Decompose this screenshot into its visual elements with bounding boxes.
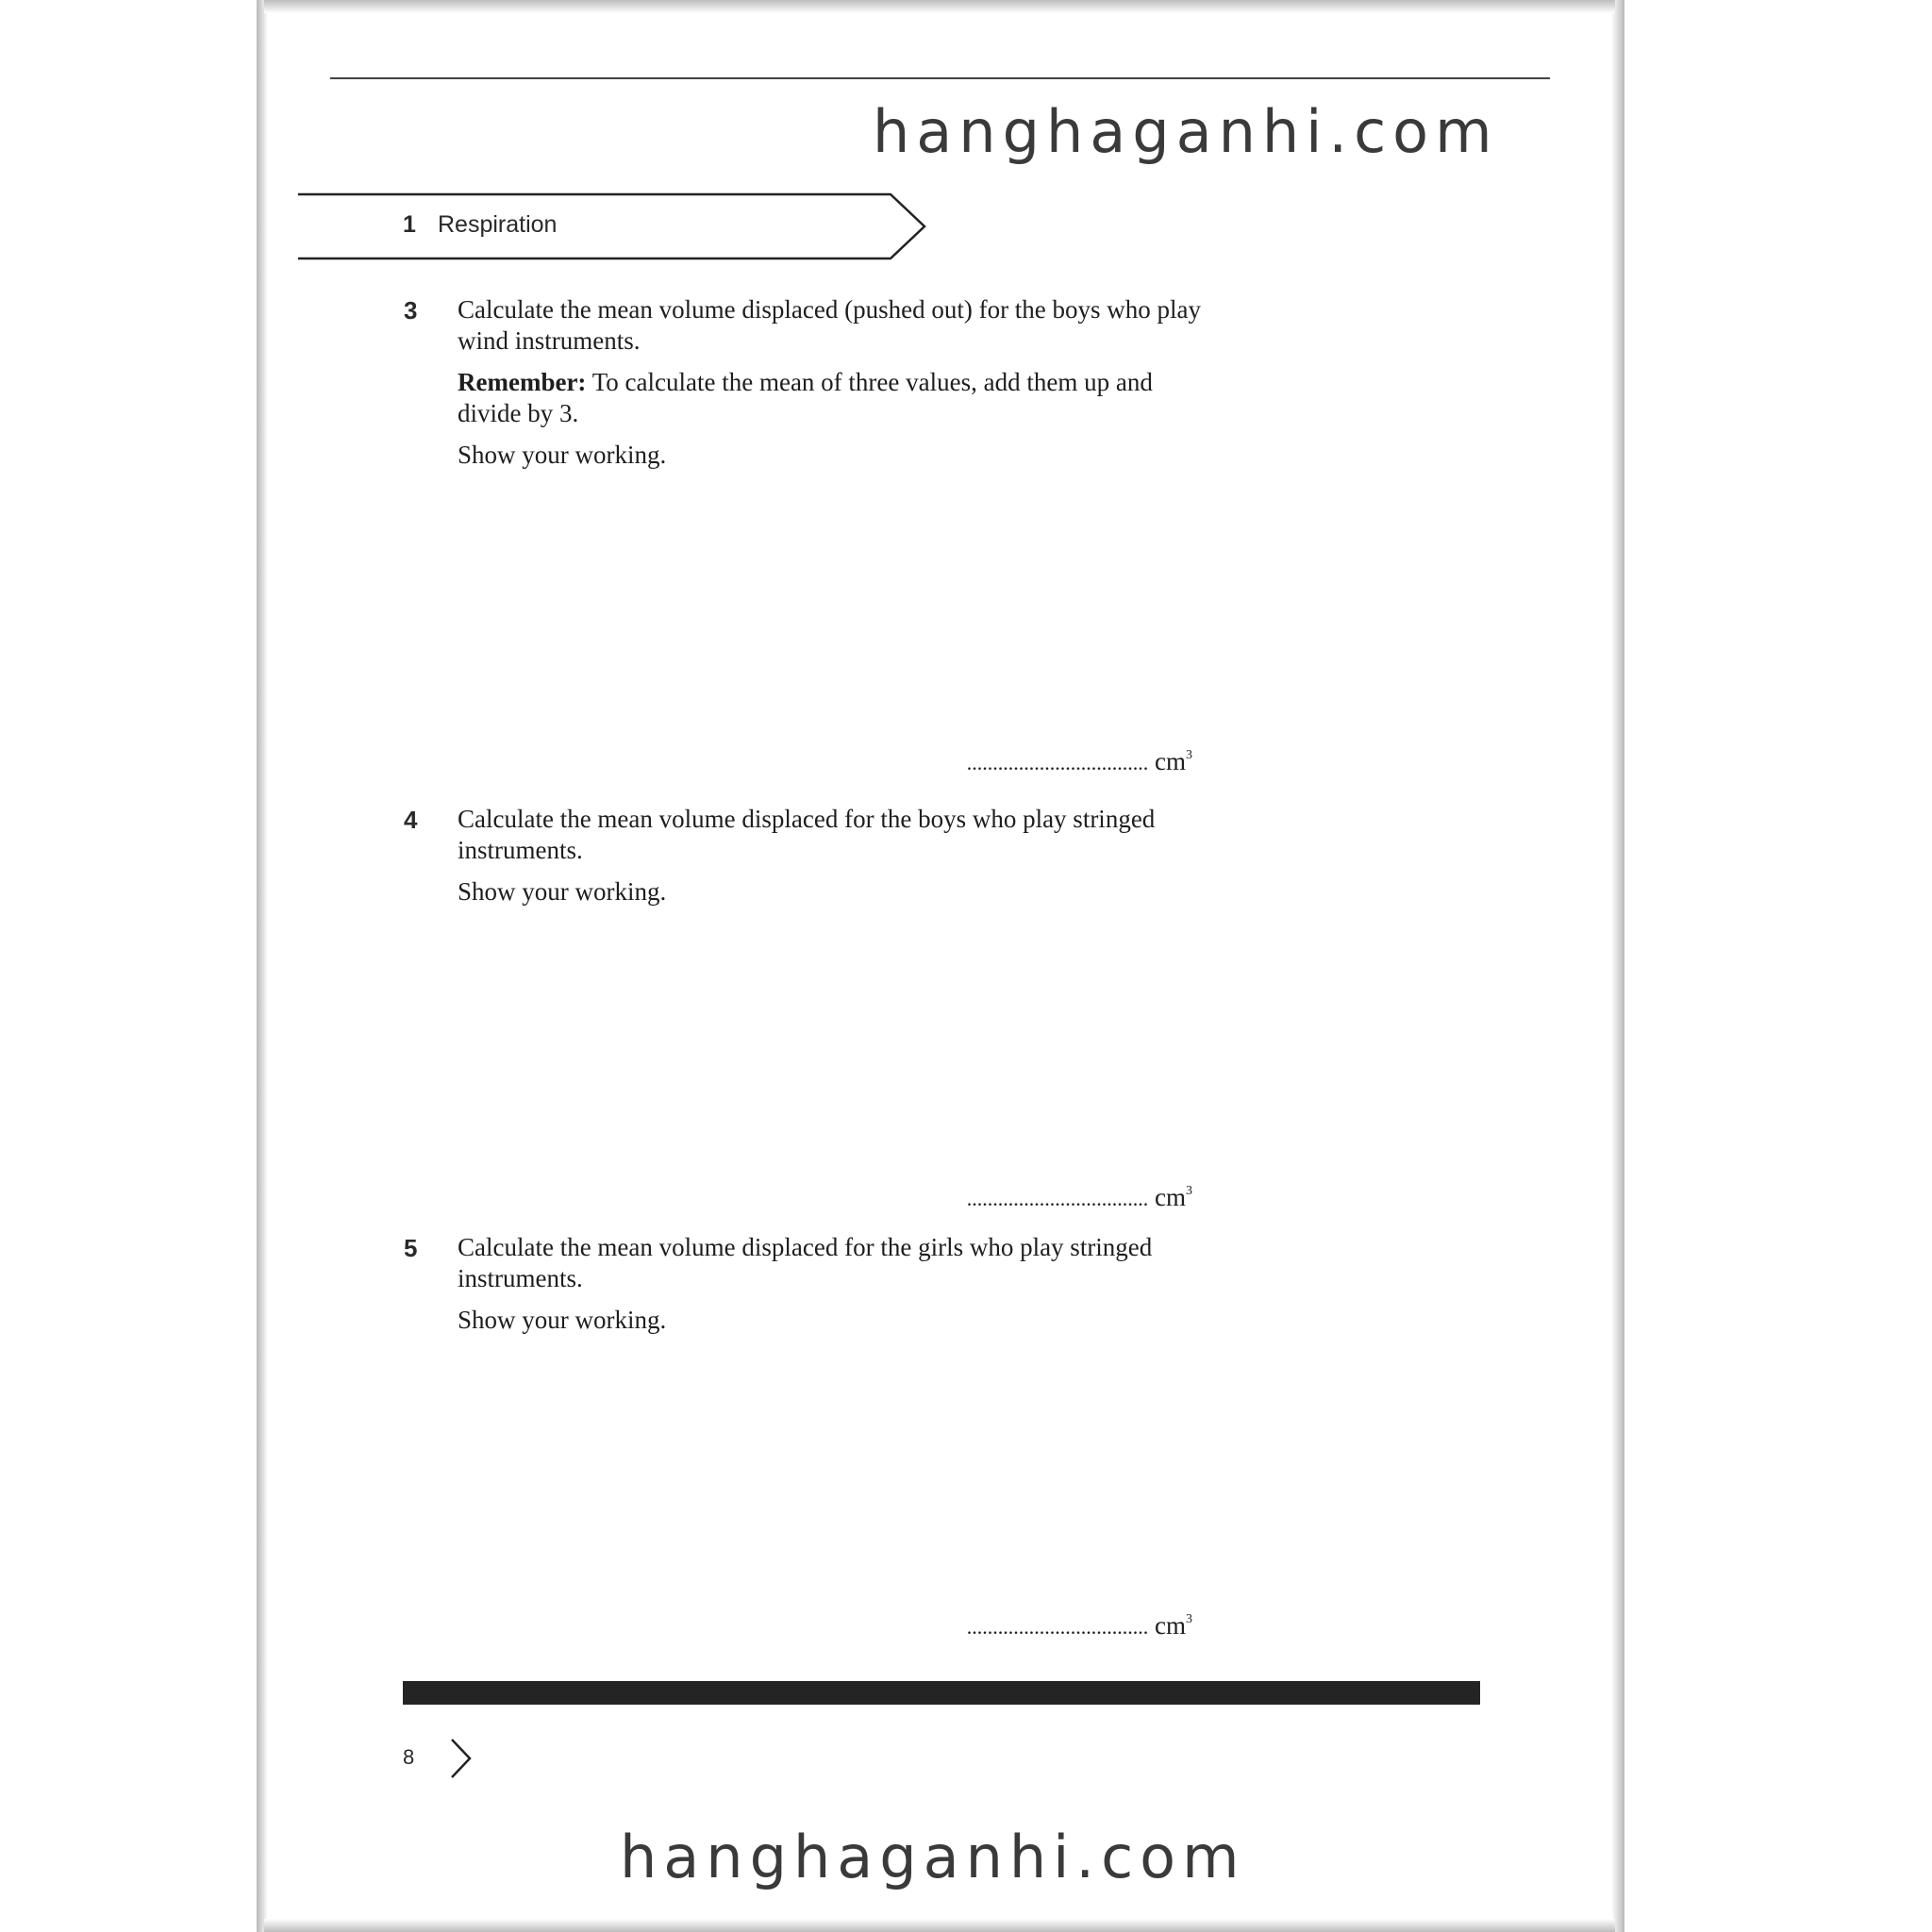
answer-unit-sup: 3 <box>1186 748 1192 762</box>
question-4-text: Calculate the mean volume displaced for the boys who play stringed instruments. <box>458 805 1156 864</box>
question-3-remember <box>458 367 1212 429</box>
remember-text: To calculate the mean of three values, add them up and divide by 3. <box>458 368 1153 427</box>
question-4-number: 4 <box>404 806 418 834</box>
question-3-instruction: Show your working. <box>458 441 667 469</box>
answer-dots: ................................... <box>966 1187 1149 1210</box>
page-shadow-right <box>1611 0 1624 1932</box>
question-4-instruction: Show your working. <box>458 877 667 906</box>
watermark-bottom: hanghaganhi.com <box>620 1823 1246 1891</box>
answer-dots: ................................... <box>966 751 1149 774</box>
chevron-right-icon <box>449 1738 474 1779</box>
answer-unit: cm <box>1155 1611 1186 1640</box>
footer-bar <box>403 1681 1480 1705</box>
header-rule <box>330 77 1550 79</box>
remember-label: Remember: <box>458 368 587 396</box>
page-number: 8 <box>403 1745 415 1769</box>
page-shadow-left <box>257 0 268 1932</box>
chapter-title: Respiration <box>438 211 558 238</box>
question-4-answer-line[interactable] <box>917 1183 1192 1212</box>
page-shadow-top <box>264 0 1615 13</box>
question-3-text: Calculate the mean volume displaced (pushed out) for the boys who play wind instruments. <box>458 295 1202 355</box>
answer-unit: cm <box>1155 747 1186 775</box>
watermark-top: hanghaganhi.com <box>873 97 1499 166</box>
answer-dots: ................................... <box>966 1615 1149 1639</box>
question-5-instruction: Show your working. <box>458 1306 667 1334</box>
answer-unit-sup: 3 <box>1186 1612 1192 1626</box>
answer-unit-sup: 3 <box>1186 1184 1192 1198</box>
answer-unit: cm <box>1155 1183 1186 1211</box>
chapter-number: 1 <box>403 211 416 238</box>
question-5-answer-line[interactable] <box>917 1611 1192 1641</box>
question-3-answer-line[interactable] <box>917 747 1192 776</box>
question-3-number: 3 <box>404 296 418 325</box>
question-5-number: 5 <box>404 1234 418 1262</box>
chapter-tab-shape <box>298 192 930 260</box>
page-shadow-bottom <box>264 1919 1615 1932</box>
question-5-text: Calculate the mean volume displaced for the girls who play stringed instruments. <box>458 1233 1153 1292</box>
